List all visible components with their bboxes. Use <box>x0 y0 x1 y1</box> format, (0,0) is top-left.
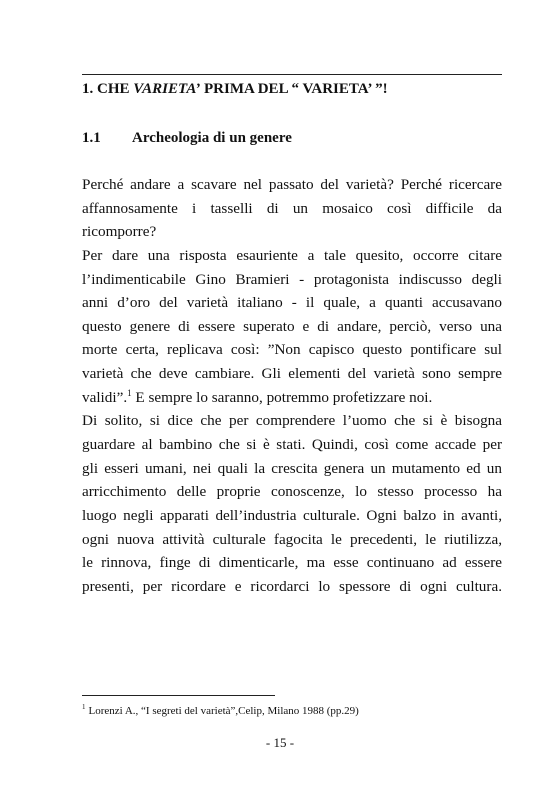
paragraph2-line: varietà che deve cambiare. Gli elementi del varietà sono sempre <box>82 365 502 383</box>
paragraph3-line: arricchimento delle proprie conoscenze, lo stesso processo ha <box>82 483 502 501</box>
paragraph3-line: Di solito, si dice che per comprendere l’uomo che si è bisogna <box>82 412 502 430</box>
quote-end: validi”. <box>82 388 128 406</box>
page-number: - 15 - <box>265 735 295 750</box>
paragraph2-tail: E sempre lo saranno, potremmo profetizzare noi. <box>131 388 433 406</box>
paragraph3-line: ogni nuova attività culturale fagocita le precedenti, le riutilizza, <box>82 530 502 548</box>
paragraph2-line: morte certa, replicava così: ”Non capisco questo pontificare sul <box>82 341 502 359</box>
footnote <box>82 704 359 718</box>
footnote-text: Lorenzi A., “I segreti del varietà”,Celip, Milano 1988 (pp.29) <box>88 705 359 717</box>
footnote-number: 1 <box>82 703 86 712</box>
chapter-heading-prefix: 1. CHE <box>82 81 134 97</box>
paragraph1-line: affannosamente i tasselli di un mosaico così difficile da <box>82 199 502 217</box>
paragraph2-line: anni d’oro del varietà italiano - il quale, a quanti accusavano <box>82 294 502 312</box>
section-number: 1.1 <box>82 130 101 146</box>
section-heading <box>82 128 292 148</box>
paragraph2-line: questo genere di essere superato e di andare, perciò, verso una <box>82 317 502 335</box>
top-rule <box>82 74 502 75</box>
body-text <box>82 173 502 599</box>
paragraph1-line: ricomporre? <box>82 223 157 241</box>
footnote-rule <box>82 695 275 696</box>
paragraph1-line: Perché andare a scavare nel passato del varietà? Perché ricercare <box>82 176 502 193</box>
paragraph2-last-line <box>82 386 502 410</box>
paragraph3-line: guardare al bambino che si è stati. Quindi, così come accade per <box>82 436 502 454</box>
paragraph3-line: presenti, per ricordare e ricordarci lo spessore di ogni cultura. <box>82 577 502 595</box>
chapter-heading-italic: VARIETA’ <box>133 81 201 97</box>
chapter-heading-suffix: PRIMA DEL “ VARIETA’ ”! <box>200 81 388 97</box>
paragraph3-line: le rinnova, finge di dimenticarle, ma esse continuano ad essere <box>82 554 502 572</box>
paragraph3-line: gli esseri umani, nei quali la crescita genera un mutamento ed un <box>82 459 502 477</box>
paragraph2-line: Per dare una risposta esauriente a tale quesito, occorre citare <box>82 246 502 264</box>
section-title: Archeologia di un genere <box>132 130 292 146</box>
paragraph3-line: luogo negli apparati dell’industria culturale. Ogni balzo in avanti, <box>82 506 502 524</box>
paragraph2-line: l’indimenticabile Gino Bramieri - protagonista indiscusso degli <box>82 270 502 288</box>
footnote-reference[interactable]: 1 <box>127 387 132 398</box>
chapter-heading <box>82 79 388 99</box>
